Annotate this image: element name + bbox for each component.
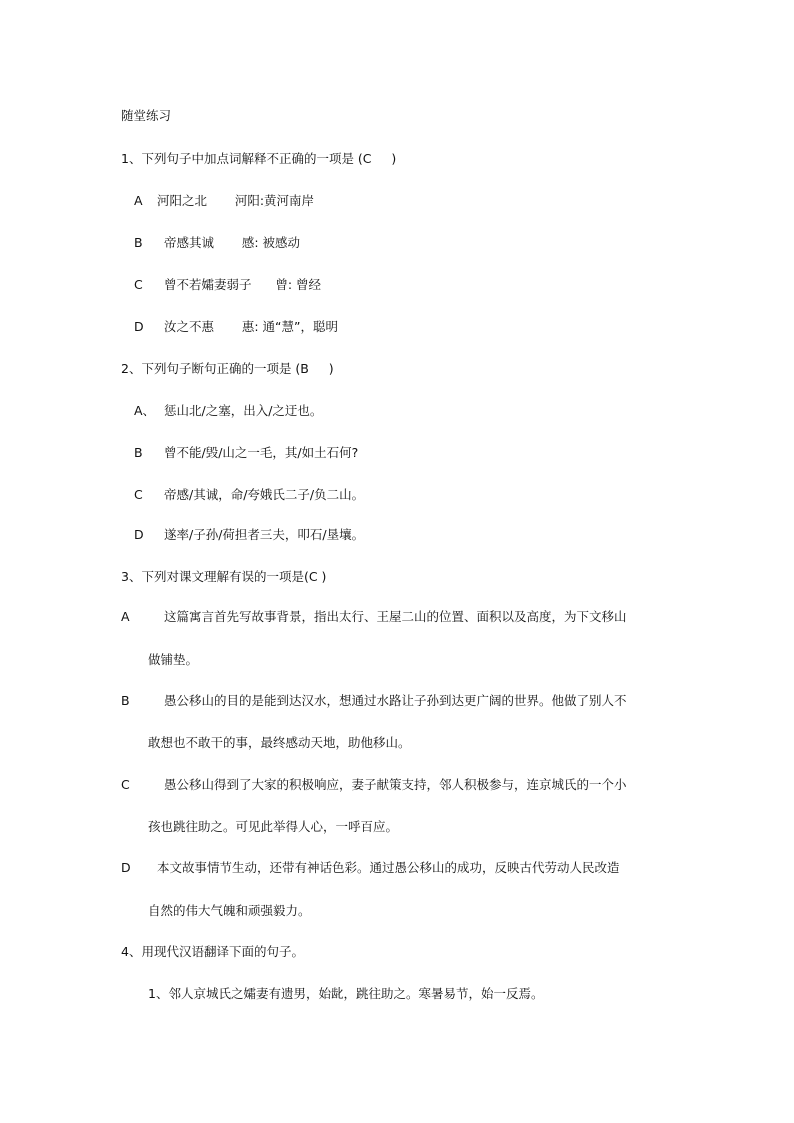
q2-option-c-text: 帝感/其诚，命/夸娥氏二子/负二山。 — [164, 487, 365, 502]
q3-option-c-label: C — [121, 777, 130, 792]
q2-option-c-label: C — [134, 487, 143, 502]
q1-option-d-text: 汝之不惠 惠: 通“慧”，聪明 — [164, 319, 338, 334]
page-title: 随堂练习 — [121, 108, 172, 123]
q2-option-b-label: B — [134, 445, 143, 460]
q2-option-d-label: D — [134, 527, 144, 542]
question-4-stem: 4、用现代汉语翻译下面的句子。 — [121, 944, 304, 959]
q1-option-a-label: A — [134, 193, 143, 208]
question-1-stem: 1、下列句子中加点词解释不正确的一项是 (C ) — [121, 151, 397, 166]
q3-option-d-line1: 本文故事情节生动，还带有神话色彩。通过愚公移山的成功，反映古代劳动人民改造 — [157, 860, 620, 875]
q3-option-a-label: A — [121, 609, 130, 624]
q3-option-d-label: D — [121, 860, 131, 875]
q2-option-a-text: 惩山北/之塞，出入/之迂也。 — [164, 403, 323, 418]
q3-option-a-line2: 做铺垫。 — [148, 652, 199, 667]
q3-option-d-line2: 自然的伟大气魄和顽强毅力。 — [148, 903, 311, 918]
q4-item-1: 1、邻人京城氏之孀妻有遗男，始龀，跳往助之。寒暑易节，始一反焉。 — [148, 986, 544, 1001]
q3-option-c-line2: 孩也跳往助之。可见此举得人心，一呼百应。 — [148, 819, 399, 834]
q2-option-d-text: 遂率/子孙/荷担者三夫，叩石/垦壤。 — [164, 527, 365, 542]
q1-option-b-label: B — [134, 235, 143, 250]
q1-option-d-label: D — [134, 319, 144, 334]
q1-option-a-text: 河阳之北 河阳:黄河南岸 — [157, 193, 315, 208]
q3-option-a-line1: 这篇寓言首先写故事背景，指出太行、王屋二山的位置、面积以及高度，为下文移山 — [164, 609, 627, 624]
q2-option-a-label: A、 — [134, 403, 156, 418]
question-2-stem: 2、下列句子断句正确的一项是 (B ) — [121, 361, 334, 376]
question-3-stem: 3、下列对课文理解有误的一项是(C ) — [121, 569, 327, 584]
q3-option-b-label: B — [121, 693, 130, 708]
q1-option-c-text: 曾不若孀妻弱子 曾: 曾经 — [164, 277, 322, 292]
q3-option-b-line2: 敢想也不敢干的事，最终感动天地，助他移山。 — [148, 735, 411, 750]
q3-option-c-line1: 愚公移山得到了大家的积极响应，妻子献策支持，邻人积极参与，连京城氏的一个小 — [164, 777, 627, 792]
q1-option-c-label: C — [134, 277, 143, 292]
q2-option-b-text: 曾不能/毁/山之一毛，其/如土石何? — [164, 445, 359, 460]
q1-option-b-text: 帝感其诚 感: 被感动 — [164, 235, 300, 250]
q3-option-b-line1: 愚公移山的目的是能到达汉水，想通过水路让子孙到达更广阔的世界。他做了别人不 — [164, 693, 627, 708]
